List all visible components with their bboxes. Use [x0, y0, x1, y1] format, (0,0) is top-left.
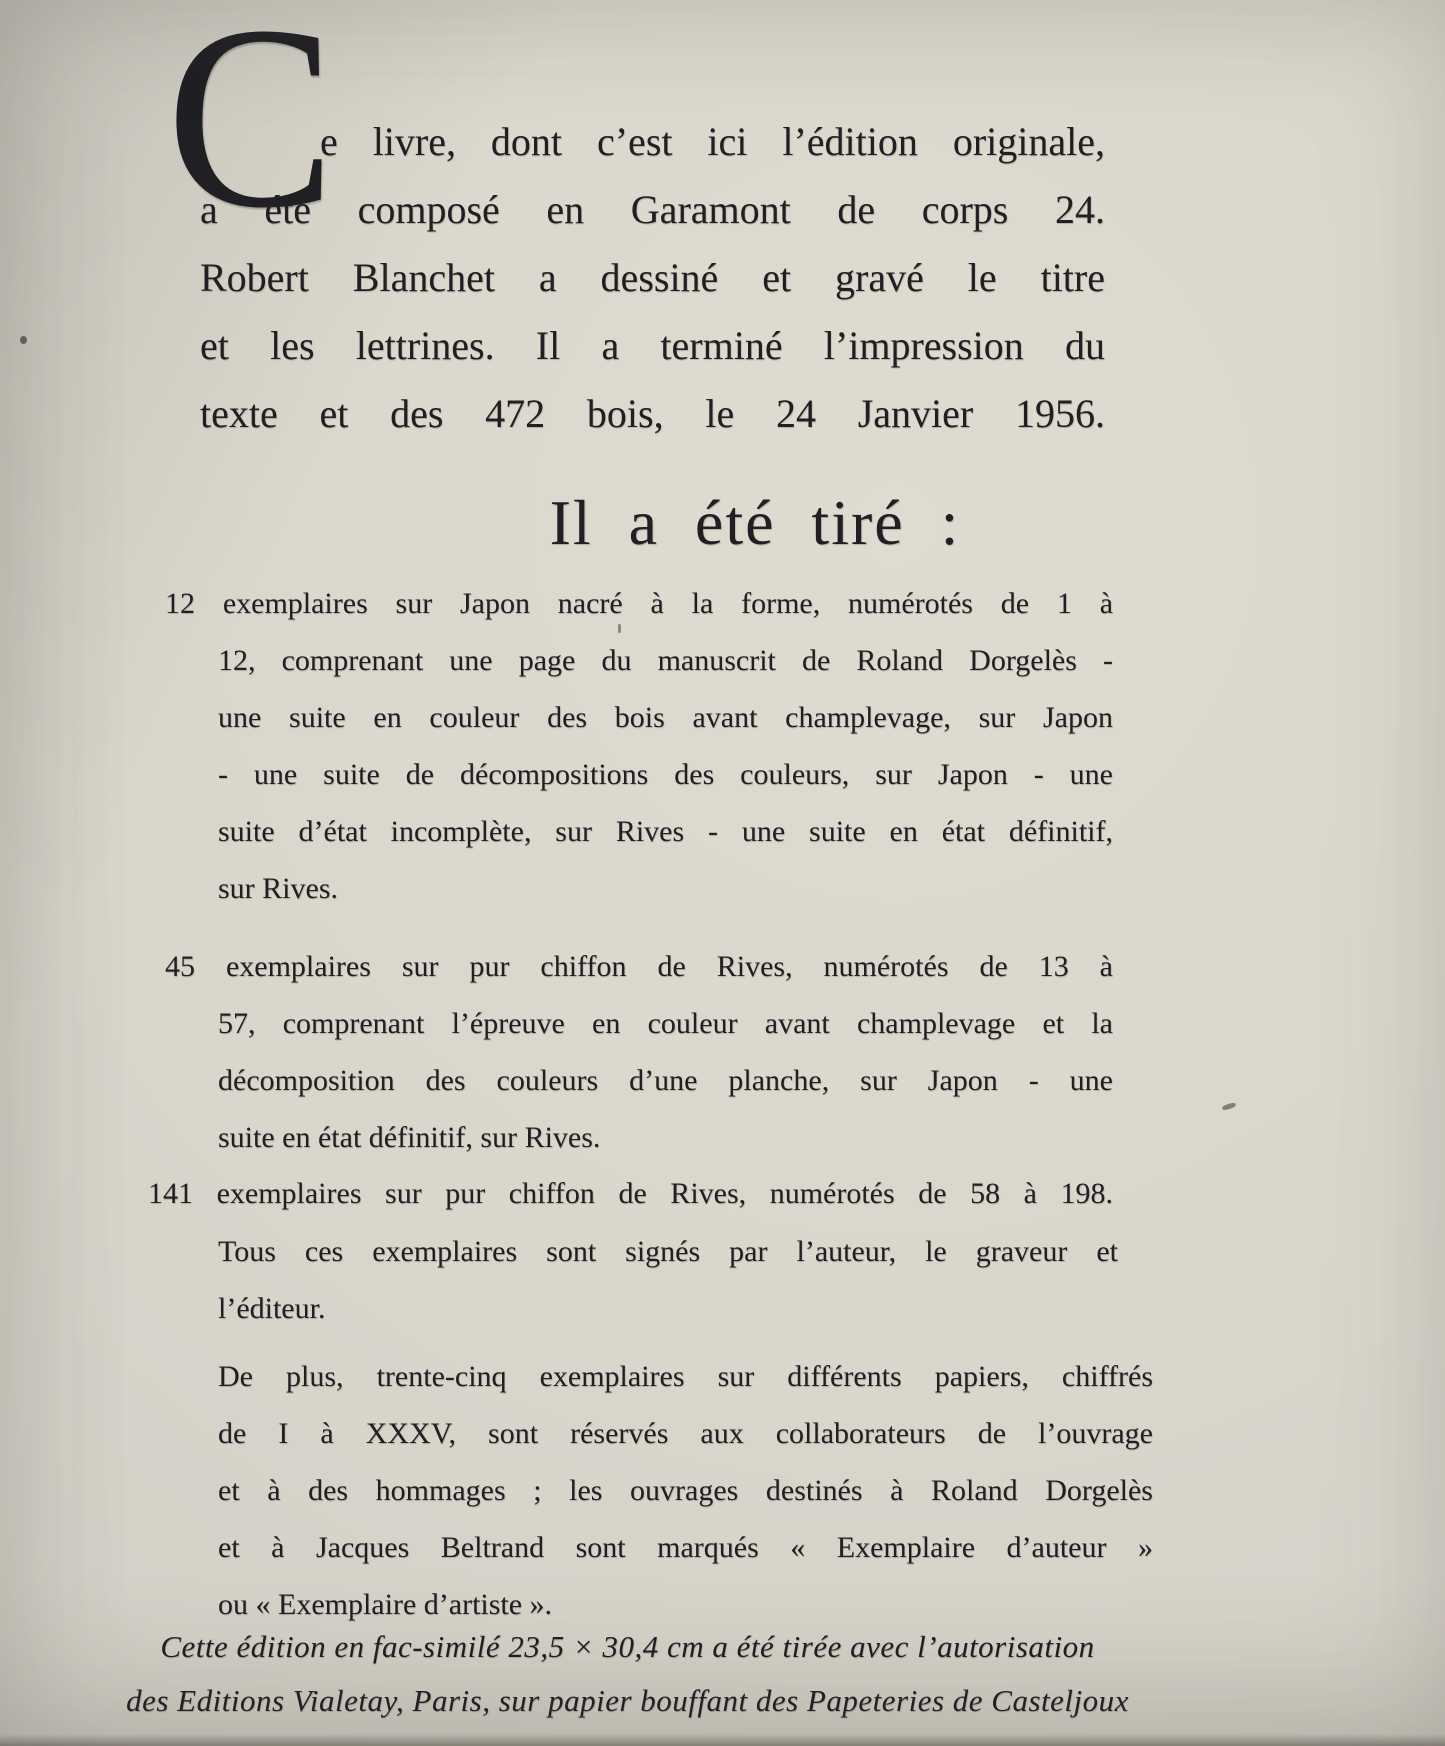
edition-line: sur Rives. — [218, 872, 338, 905]
facsimile-note — [20, 1620, 1235, 1728]
note-line: Cette édition en fac-similé 23,5 × 30,4 cm a été tirée avec l’autorisation — [160, 1629, 1095, 1664]
edition-line — [165, 575, 1114, 632]
intro-line: e livre, dont c’est ici l’édition originale, — [320, 119, 1105, 164]
hors-commerce-paragraph — [218, 1348, 1153, 1633]
paper-speck — [1222, 1102, 1237, 1111]
paragraph-line: de I à XXXV, sont réservés aux collaborateurs de l’ouvrage — [218, 1417, 1153, 1450]
colophon-intro-paragraph — [166, 0, 1105, 448]
edition-line — [165, 938, 1113, 995]
note-line: des Editions Vialetay, Paris, sur papier bouffant des Papeteries de Casteljoux — [126, 1683, 1129, 1718]
paragraph-line: ou « Exemplaire d’artiste ». — [218, 1588, 553, 1621]
paragraph-line: Tous ces exemplaires sont signés par l’auteur, le graveur et — [218, 1235, 1118, 1268]
paper-speck — [20, 336, 27, 344]
edition-line: - une suite de décompositions des couleurs, sur Japon - une — [218, 758, 1113, 791]
drop-cap-initial: C — [166, 0, 336, 262]
edition-text: exemplaires sur Japon nacré à la forme, numérotés de 1 à — [222, 587, 1114, 620]
page-bottom-shadow — [0, 1734, 1445, 1746]
edition-line: 57, comprenant l’épreuve en couleur avant champlevage et la — [218, 1007, 1113, 1040]
intro-line: a été composé en Garamont de corps 24. — [200, 187, 1105, 232]
intro-line: Robert Blanchet a dessiné et gravé le titre — [200, 255, 1105, 300]
edition-line: suite d’état incomplète, sur Rives - une suite en état définitif, — [218, 815, 1113, 848]
edition-text: exemplaires sur pur chiffon de Rives, numérotés de 58 à 198. — [216, 1177, 1113, 1210]
paper-speck — [618, 624, 621, 633]
edition-count: 45 — [165, 950, 195, 983]
intro-line: texte et des 472 bois, le 24 Janvier 1956. — [200, 391, 1105, 436]
edition-line: 12, comprenant une page du manuscrit de Roland Dorgelès - — [218, 644, 1113, 677]
edition-item-japon — [165, 575, 1113, 917]
edition-item-rives-141 — [148, 1165, 1113, 1222]
paragraph-line: De plus, trente-cinq exemplaires sur différents papiers, chiffrés — [218, 1360, 1153, 1393]
edition-count: 141 — [148, 1177, 193, 1210]
edition-line — [148, 1165, 1113, 1222]
paragraph-line: l’éditeur. — [218, 1292, 326, 1325]
edition-text: exemplaires sur pur chiffon de Rives, numérotés de 13 à — [225, 950, 1113, 983]
edition-count: 12 — [165, 587, 195, 620]
edition-heading: Il a été tiré : — [549, 487, 961, 558]
intro-line: et les lettrines. Il a terminé l’impression du — [200, 323, 1105, 368]
edition-item-rives-45 — [165, 938, 1113, 1166]
paragraph-line: et à Jacques Beltrand sont marqués « Exemplaire d’auteur » — [218, 1531, 1153, 1564]
signed-paragraph — [218, 1223, 1118, 1337]
edition-line: décomposition des couleurs d’une planche, sur Japon - une — [218, 1064, 1113, 1097]
edition-line: une suite en couleur des bois avant champlevage, sur Japon — [218, 701, 1113, 734]
edition-line: suite en état définitif, sur Rives. — [218, 1121, 601, 1154]
paragraph-line: et à des hommages ; les ouvrages destinés à Roland Dorgelès — [218, 1474, 1153, 1507]
